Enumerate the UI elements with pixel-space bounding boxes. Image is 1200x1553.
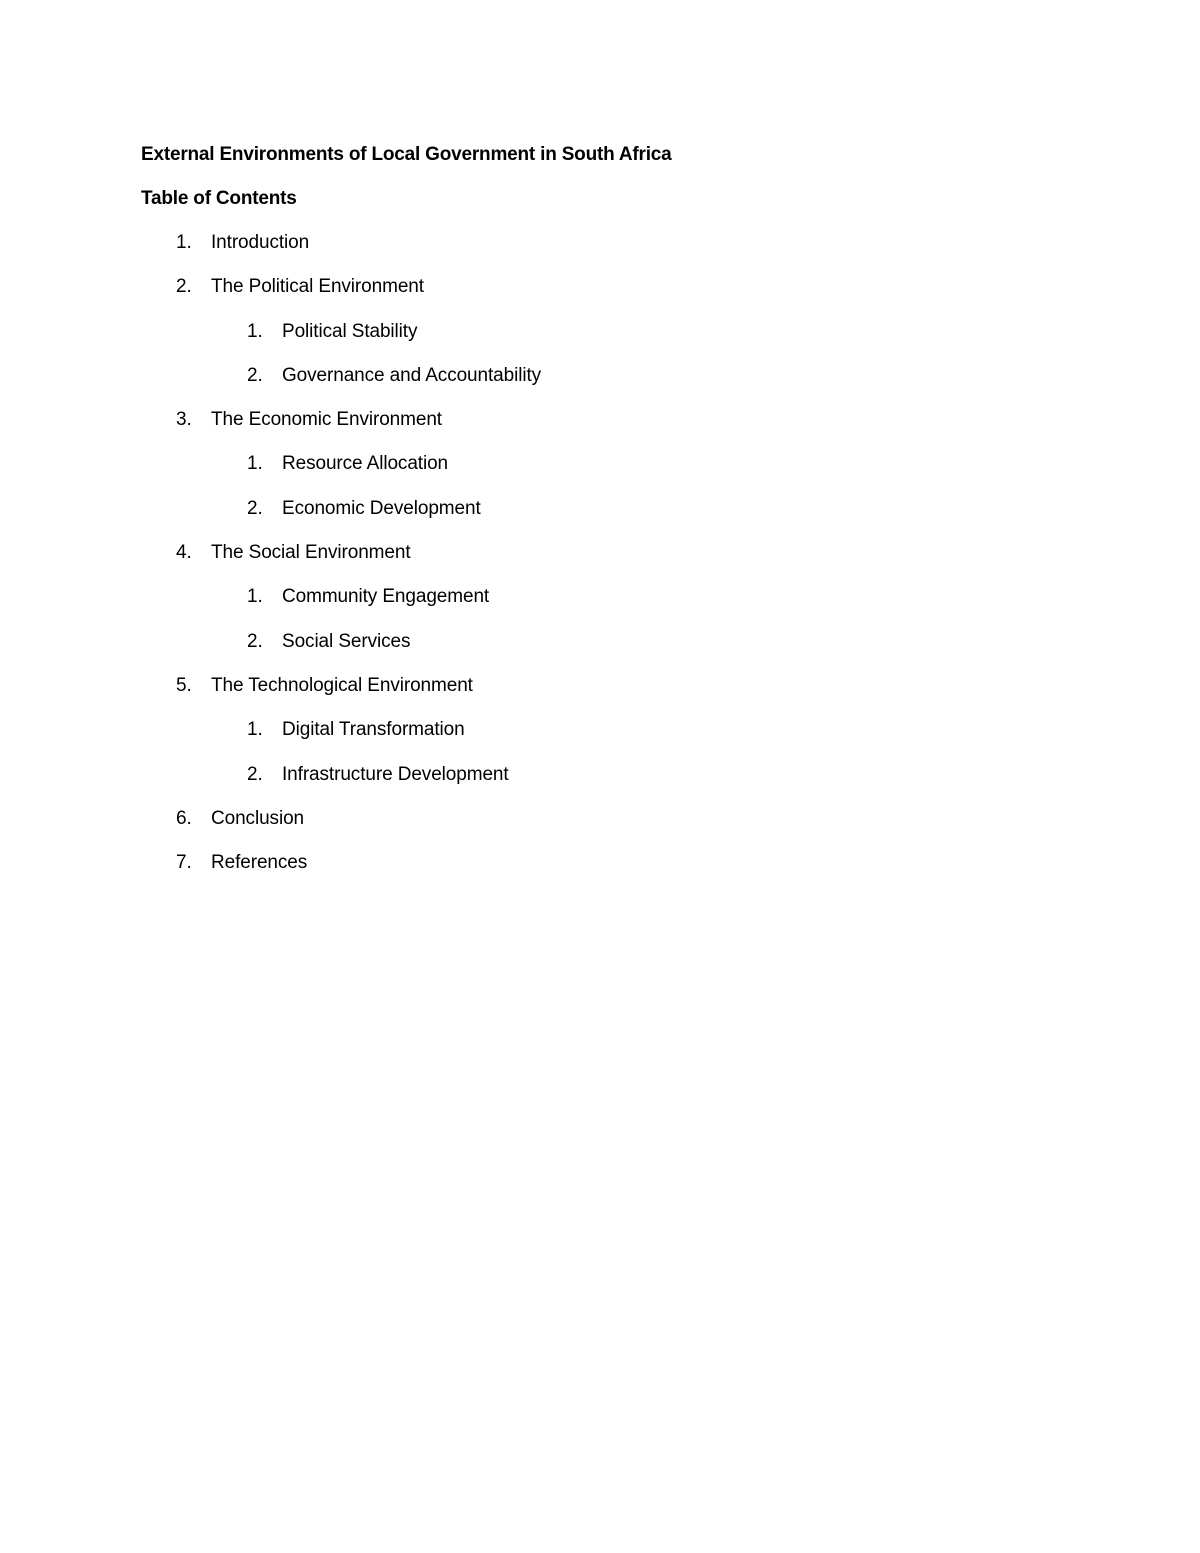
toc-item-label: Resource Allocation — [282, 453, 449, 475]
toc-subitem — [141, 317, 1081, 347]
toc-item-label: The Social Environment — [211, 542, 411, 564]
toc-item-number: 3. — [176, 409, 192, 431]
toc-item-number: 5. — [176, 674, 192, 696]
toc-item — [141, 804, 1081, 834]
toc-item — [141, 848, 1081, 878]
toc-item-label: Infrastructure Development — [282, 763, 509, 785]
toc-item-label: Political Stability — [282, 320, 418, 342]
toc-item-label: Economic Development — [282, 497, 481, 519]
toc-item-number: 2. — [247, 763, 263, 785]
toc-item-number: 7. — [176, 852, 192, 874]
toc-item-number: 1. — [176, 232, 192, 253]
toc-item-label: Governance and Accountability — [282, 364, 542, 386]
toc-subitem — [141, 494, 1081, 524]
toc-heading: Table of Contents — [141, 188, 297, 209]
toc-item-number: 2. — [176, 276, 192, 298]
toc-item-label: The Economic Environment — [211, 409, 442, 431]
toc-item-label: The Technological Environment — [211, 674, 473, 696]
toc-item-number: 6. — [176, 807, 192, 829]
toc-item — [141, 538, 1081, 568]
toc-item-label: Conclusion — [211, 807, 304, 829]
toc-item-number: 2. — [247, 497, 263, 519]
toc-subitem — [141, 449, 1081, 479]
document-content — [141, 140, 1081, 892]
toc-subitem — [141, 582, 1081, 612]
toc-item-number: 2. — [247, 364, 263, 386]
toc-item-number: 4. — [176, 542, 192, 564]
toc-item-number: 1. — [247, 586, 263, 608]
toc-item — [141, 272, 1081, 302]
document-title: External Environments of Local Government in South Africa — [141, 144, 672, 165]
toc-item-number: 2. — [247, 630, 263, 652]
toc-subitem — [141, 760, 1081, 790]
toc-item-number: 1. — [247, 453, 263, 475]
toc-item-label: References — [211, 852, 308, 874]
toc-item-number: 1. — [247, 719, 263, 741]
toc-subitem — [141, 361, 1081, 391]
toc-item — [141, 671, 1081, 701]
toc-item-number: 1. — [247, 320, 263, 342]
toc-item — [141, 405, 1081, 435]
toc-item-label: Social Services — [282, 630, 411, 652]
toc-item — [141, 228, 1081, 258]
toc-item-label: Digital Transformation — [282, 719, 465, 741]
toc-subitem — [141, 627, 1081, 657]
toc-item-label: Introduction — [211, 232, 310, 253]
toc-subitem — [141, 715, 1081, 745]
table-of-contents — [141, 228, 1081, 878]
toc-item-label: The Political Environment — [211, 276, 424, 298]
toc-item-label: Community Engagement — [282, 586, 490, 608]
